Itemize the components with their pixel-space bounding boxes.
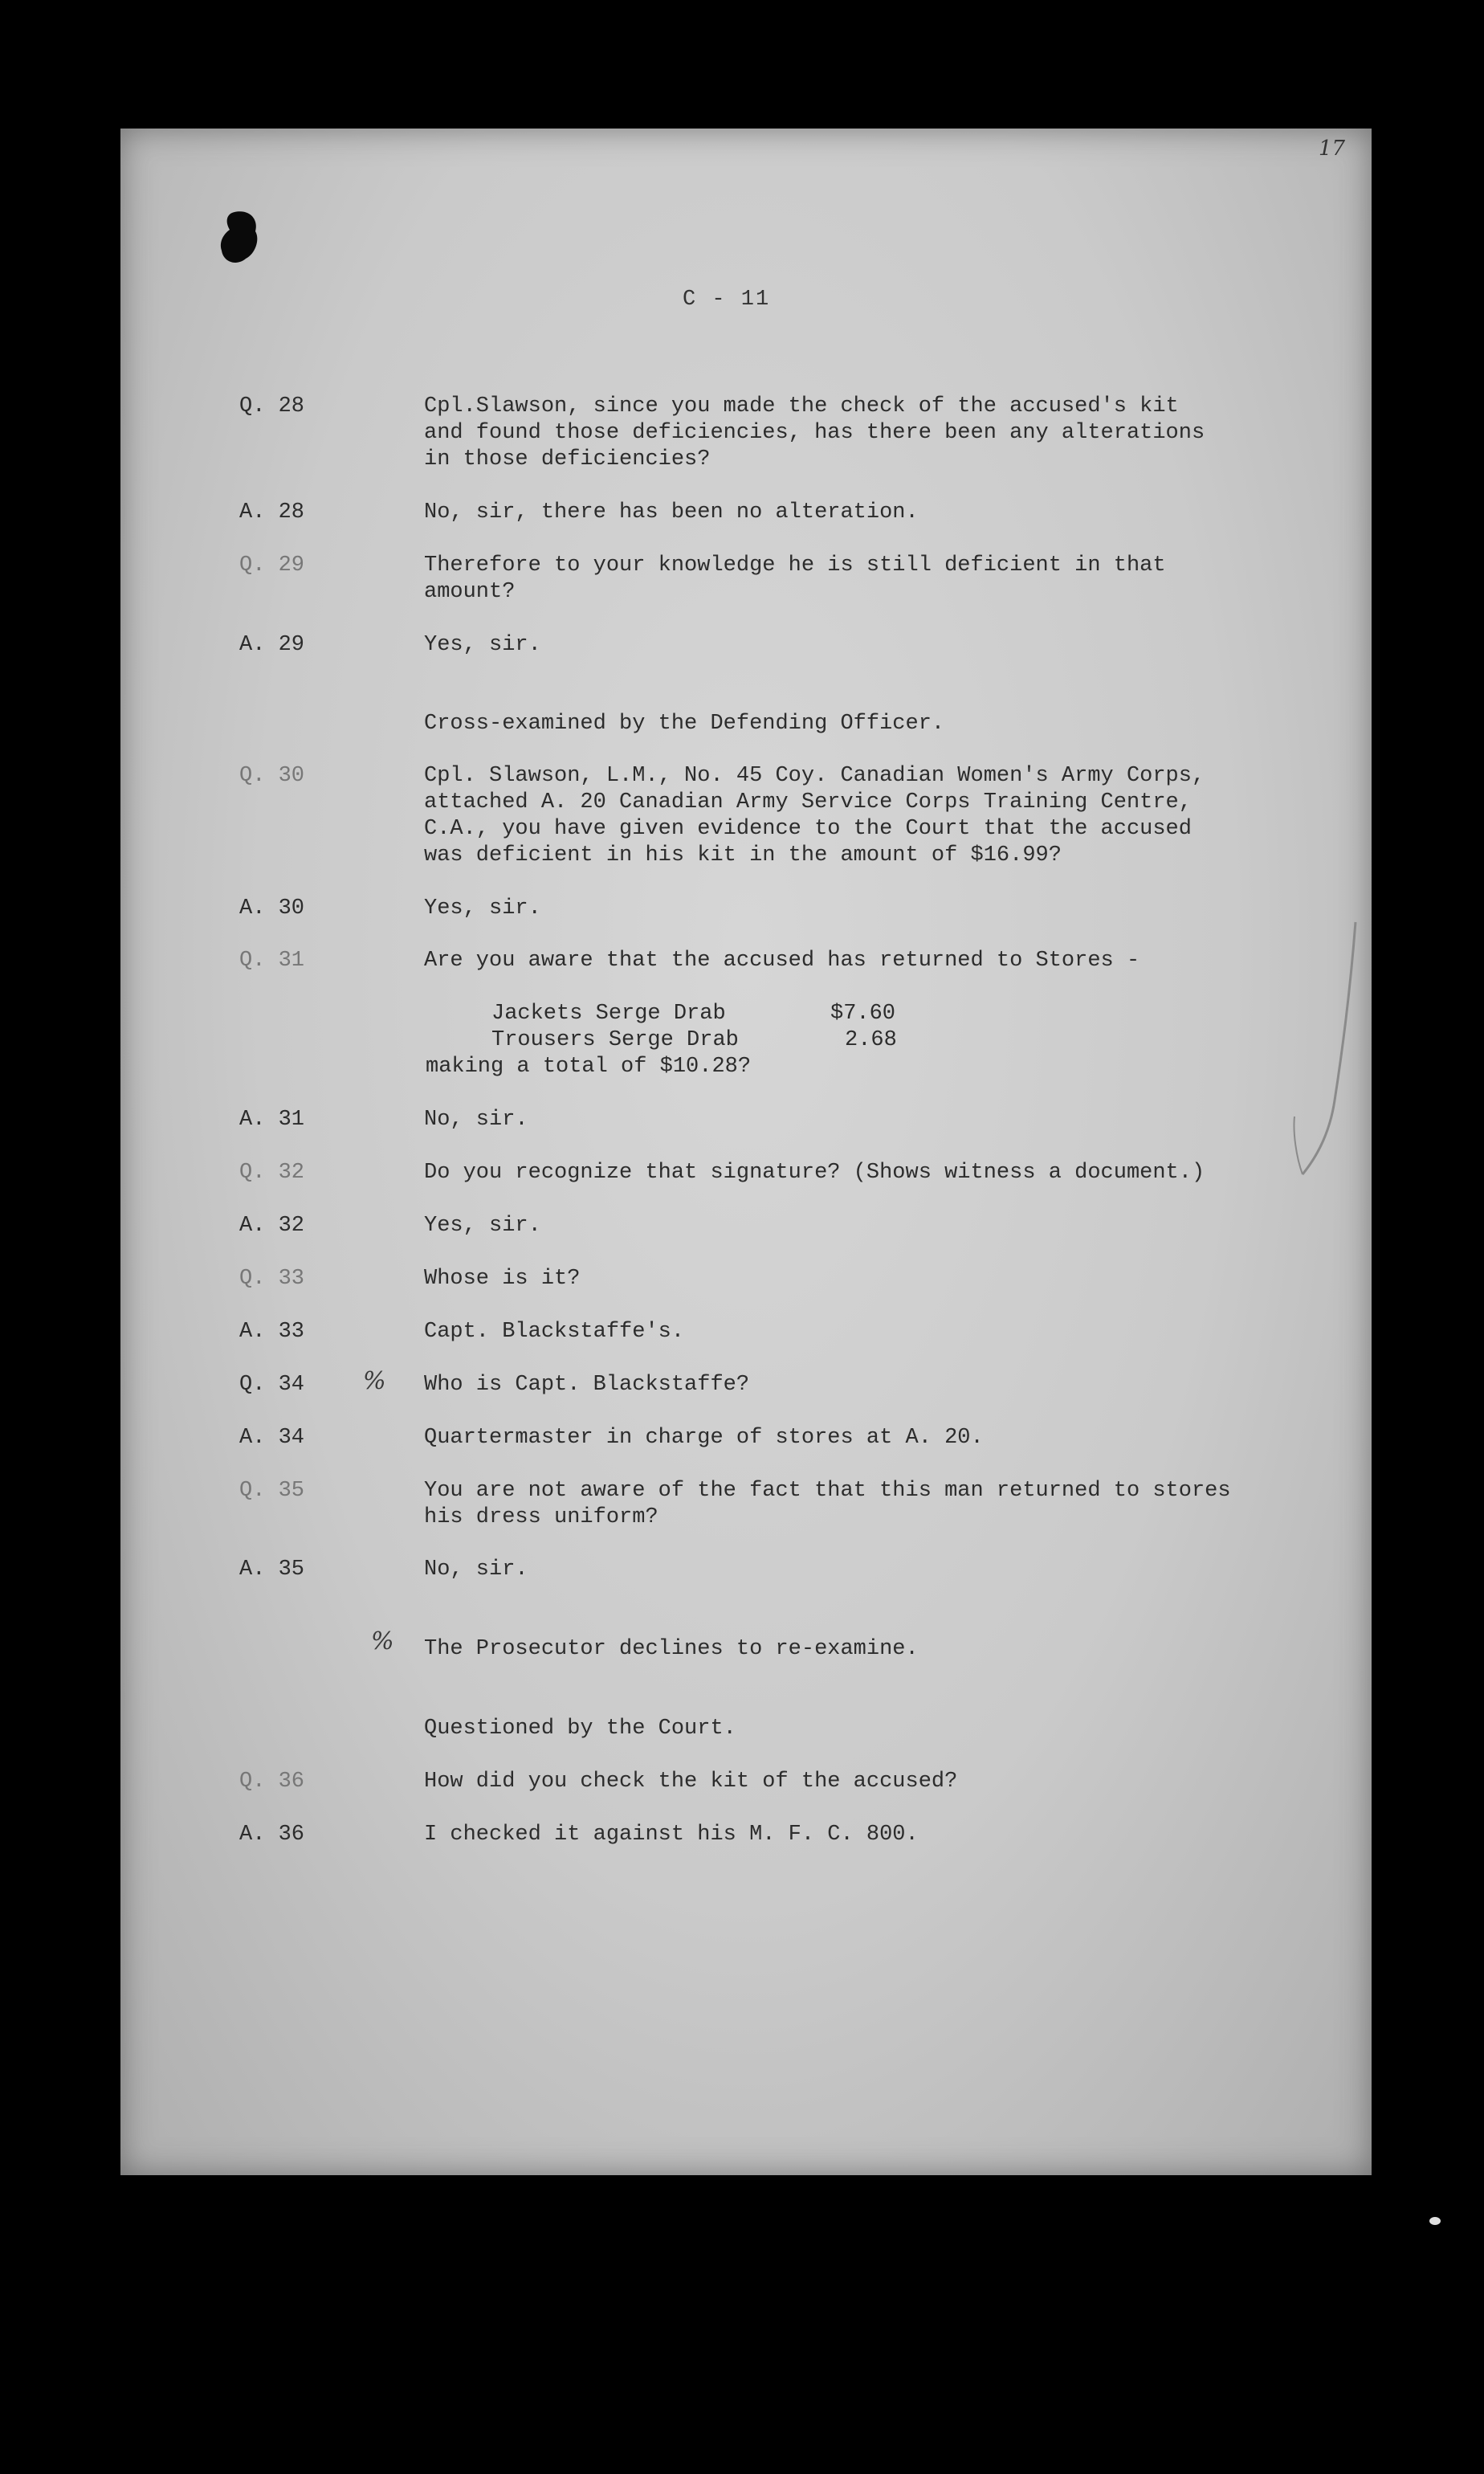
pencil-check-mark [1285, 916, 1381, 1181]
entry-text: No, sir. [424, 1108, 528, 1132]
entry-label: A. 32 [239, 1214, 305, 1238]
page-title: C - 11 [683, 288, 771, 312]
margin-annotation: % [371, 1627, 394, 1655]
entry-label: Q. 35 [239, 1479, 305, 1503]
entry-text: No, sir, there has been no alteration. [424, 500, 919, 525]
entry-text: Whose is it? [424, 1267, 581, 1291]
stores-item-amount: 2.68 [845, 1028, 897, 1052]
stores-total: making a total of $10.28? [426, 1055, 752, 1079]
stores-item-name: Trousers Serge Drab [491, 1028, 739, 1052]
document-page [120, 129, 1372, 2175]
entry-text: Who is Capt. Blackstaffe? [424, 1373, 750, 1397]
entry-label: Q. 36 [239, 1770, 305, 1794]
entry-text: Capt. Blackstaffe's. [424, 1320, 685, 1344]
entry-text: Do you recognize that signature? (Shows witness a document.) [424, 1161, 1205, 1185]
entry-text: You are not aware of the fact that this man returned to stores his dress uniform? [424, 1479, 1231, 1529]
entry-text: Yes, sir. [424, 633, 541, 657]
entry-label: Q. 28 [239, 394, 305, 418]
entry-text: Yes, sir. [424, 896, 541, 921]
entry-text: Yes, sir. [424, 1214, 541, 1238]
entry-text: How did you check the kit of the accused? [424, 1770, 958, 1794]
entry-label: A. 34 [239, 1426, 305, 1450]
edge-mark [1429, 2217, 1441, 2225]
entry-text: Cross-examined by the Defending Officer. [424, 712, 945, 736]
entry-text: Quartermaster in charge of stores at A. 20. [424, 1426, 984, 1450]
entry-label: Q. 34 [239, 1373, 305, 1397]
entry-label: A. 28 [239, 500, 305, 525]
entry-text: I checked it against his M. F. C. 800. [424, 1823, 919, 1847]
entry-label: A. 36 [239, 1823, 305, 1847]
entry-text: Cpl.Slawson, since you made the check of the accused's kit and found those deficiencies, has there been any alterations in those deficiencies? [424, 394, 1205, 472]
entry-text: The Prosecutor declines to re-examine. [424, 1637, 919, 1661]
stores-item-amount: $7.60 [830, 1002, 896, 1026]
punch-hole-mark [218, 209, 260, 268]
entry-label: Q. 31 [239, 949, 305, 973]
entry-label: Q. 33 [239, 1267, 305, 1291]
entry-label: Q. 30 [239, 764, 305, 788]
entry-text: Cpl. Slawson, L.M., No. 45 Coy. Canadian Women's Army Corps, attached A. 20 Canadian Army Service Corps Training Centre, C.A., you have given evidence to the Court that the accused was deficient in his kit in the amount of $16.99? [424, 764, 1205, 868]
entry-text: Are you aware that the accused has returned to Stores - [424, 949, 1140, 973]
entry-text: No, sir. [424, 1557, 528, 1582]
entry-label: A. 30 [239, 896, 305, 921]
entry-label: A. 35 [239, 1557, 305, 1582]
stores-item-name: Jackets Serge Drab [491, 1002, 726, 1026]
entry-label: A. 29 [239, 633, 305, 657]
entry-text: Therefore to your knowledge he is still deficient in that amount? [424, 553, 1166, 604]
folio-number: 17 [1319, 137, 1346, 161]
margin-annotation: % [363, 1367, 386, 1395]
entry-label: Q. 29 [239, 553, 305, 578]
entry-label: A. 33 [239, 1320, 305, 1344]
entry-label: A. 31 [239, 1108, 305, 1132]
entry-text: Questioned by the Court. [424, 1717, 736, 1741]
entry-label: Q. 32 [239, 1161, 305, 1185]
